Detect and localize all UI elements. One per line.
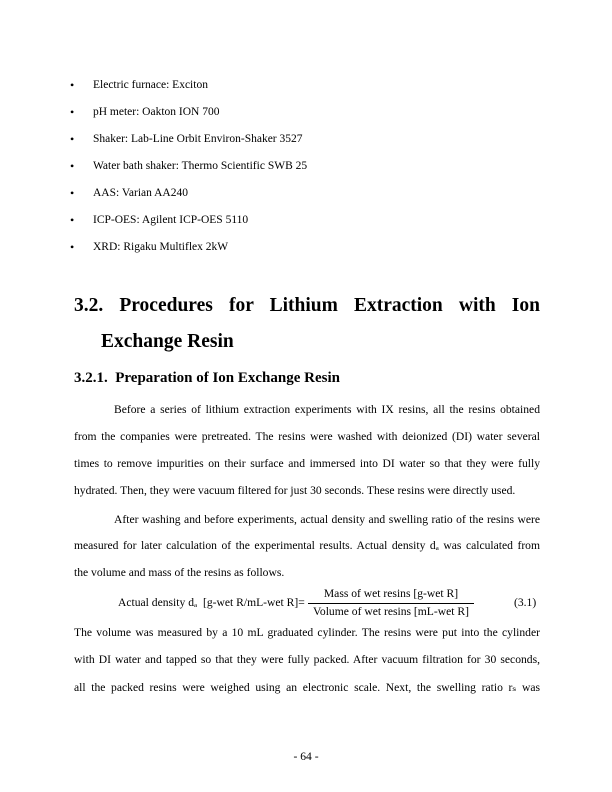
text-line: from the companies were pretreated. The resins were washed with deionized (DI) water several bbox=[74, 430, 540, 443]
text-line: all the packed resins were weighed using an electronic scale. Next, the swelling ratio rₛ was bbox=[74, 681, 540, 694]
list-item: ICP-OES: Agilent ICP-OES 5110 bbox=[93, 214, 249, 226]
text-line: measured for later calculation of the experimental results. Actual density dₐ was calculated from bbox=[74, 539, 540, 552]
text-line: hydrated. Then, they were vacuum filtered for just 30 seconds. These resins were directly used. bbox=[74, 484, 516, 497]
bullet-icon: • bbox=[70, 186, 75, 200]
text-line: with DI water and tapped so that they were fully packed. After vacuum filtration for 30 seconds, bbox=[74, 653, 540, 666]
bullet-icon: • bbox=[70, 132, 75, 146]
bullet-icon: • bbox=[70, 213, 75, 227]
list-item: Shaker: Lab-Line Orbit Environ-Shaker 3527 bbox=[93, 133, 303, 145]
bullet-icon: • bbox=[70, 78, 75, 92]
subsection-heading: 3.2.1. Preparation of Ion Exchange Resin bbox=[74, 370, 340, 386]
equation-number: (3.1) bbox=[514, 596, 537, 609]
list-item: Water bath shaker: Thermo Scientific SWB 25 bbox=[93, 160, 308, 172]
equation-numerator: Mass of wet resins [g-wet R] bbox=[323, 587, 459, 600]
section-heading: 3.2. Procedures for Lithium Extraction with Ion bbox=[74, 295, 540, 316]
text-line: Before a series of lithium extraction experiments with IX resins, all the resins obtained bbox=[114, 403, 540, 416]
bullet-icon: • bbox=[70, 105, 75, 119]
equation-lhs: Actual density dₐ [g-wet R/mL-wet R]= bbox=[118, 596, 305, 609]
bullet-icon: • bbox=[70, 159, 75, 173]
list-item: pH meter: Oakton ION 700 bbox=[93, 106, 220, 118]
section-heading-cont: Exchange Resin bbox=[101, 331, 234, 352]
text-line: The volume was measured by a 10 mL graduated cylinder. The resins were put into the cylinder bbox=[74, 626, 540, 639]
page-number: - 64 - bbox=[293, 750, 319, 763]
text-line: times to remove impurities on their surface and immersed into DI water so that they were fully bbox=[74, 457, 540, 470]
list-item: XRD: Rigaku Multiflex 2kW bbox=[93, 241, 229, 253]
bullet-icon: • bbox=[70, 240, 75, 254]
list-item: AAS: Varian AA240 bbox=[93, 187, 188, 199]
equation-denominator: Volume of wet resins [mL-wet R] bbox=[313, 605, 469, 618]
text-line: After washing and before experiments, actual density and swelling ratio of the resins were bbox=[114, 513, 540, 526]
text-line: the volume and mass of the resins as follows. bbox=[74, 566, 285, 579]
list-item: Electric furnace: Exciton bbox=[93, 79, 208, 91]
fraction-bar bbox=[308, 603, 474, 604]
